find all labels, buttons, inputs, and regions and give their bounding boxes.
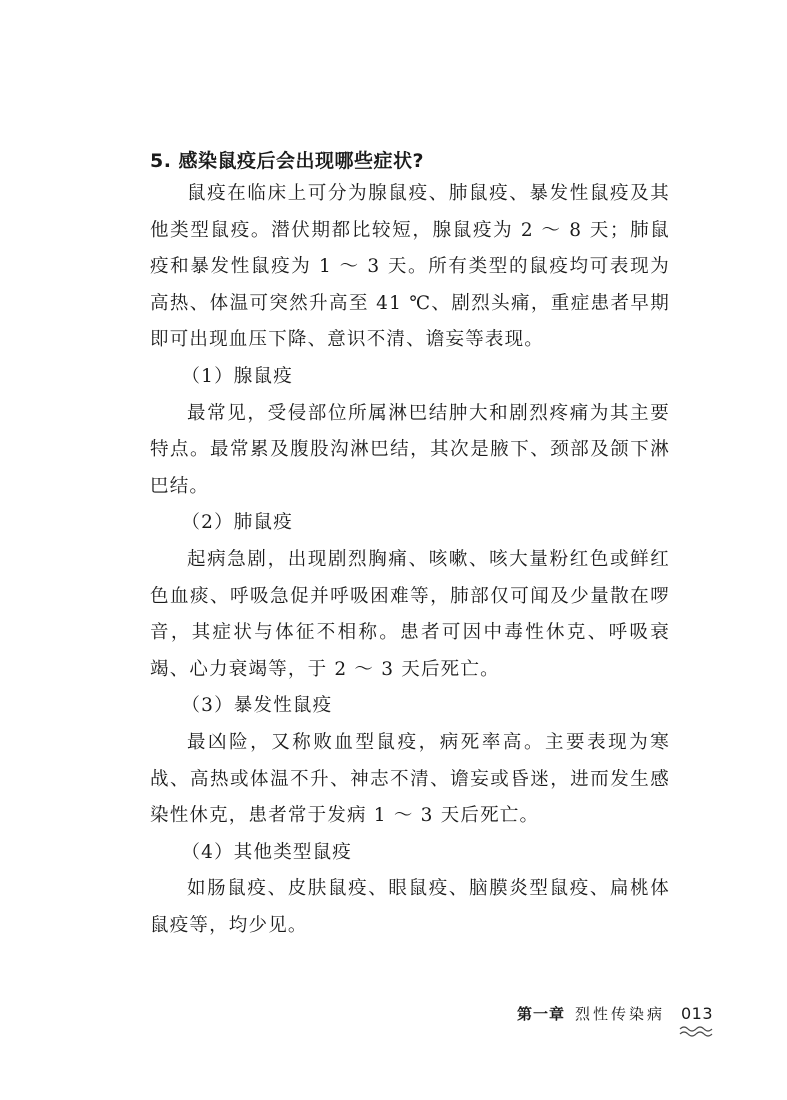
- subheading-bubonic: （1）腺鼠疫: [181, 365, 293, 387]
- paragraph-bubonic: 最常见，受侵部位所属淋巴结肿大和剧烈疼痛为其主要特点。最常累及腹股沟淋巴结，其次是腋下、颈部及颌下淋巴结。: [150, 402, 670, 497]
- section-body: [150, 176, 670, 944]
- section-heading: 5. 感染鼠疫后会出现哪些症状?: [150, 150, 425, 172]
- paragraph-intro: 鼠疫在临床上可分为腺鼠疫、肺鼠疫、暴发性鼠疫及其他类型鼠疫。潜伏期都比较短，腺鼠疫为 2 ～ 8 天；肺鼠疫和暴发性鼠疫为 1 ～ 3 天。所有类型的鼠疫均可表现为高热、体温可突然升高至 41 ℃、剧烈头痛，重症患者早期即可出现血压下降、意识不清、谵妄等表现。: [150, 183, 670, 351]
- page-footer: [517, 1003, 715, 1037]
- chapter-label: 第一章: [516, 1005, 565, 1023]
- paragraph-pneumonic: 起病急剧，出现剧烈胸痛、咳嗽、咳大量粉红色或鲜红色血痰、呼吸急促并呼吸困难等，肺部仅可闻及少量散在啰音，其症状与体征不相称。患者可因中毒性休克、呼吸衰竭、心力衰竭等，于 2 ～ 3 天后死亡。: [150, 548, 670, 680]
- paragraph-septicemic: 最凶险，又称败血型鼠疫，病死率高。主要表现为寒战、高热或体温不升、神志不清、谵妄或昏迷，进而发生感染性休克，患者常于发病 1 ～ 3 天后死亡。: [150, 731, 670, 827]
- chapter-title: 烈性传染病: [574, 1005, 665, 1023]
- subheading-other-types: （4）其他类型鼠疫: [181, 841, 353, 863]
- paragraph-other-types: 如肠鼠疫、皮肤鼠疫、眼鼠疫、脑膜炎型鼠疫、扁桃体鼠疫等，均少见。: [150, 878, 670, 936]
- page-number: 013: [680, 1004, 714, 1023]
- subheading-pneumonic: （2）肺鼠疫: [181, 512, 293, 534]
- subheading-septicemic: （3）暴发性鼠疫: [181, 695, 333, 717]
- page-number-block: [679, 1004, 715, 1037]
- wave-ornament-icon: [679, 1025, 715, 1037]
